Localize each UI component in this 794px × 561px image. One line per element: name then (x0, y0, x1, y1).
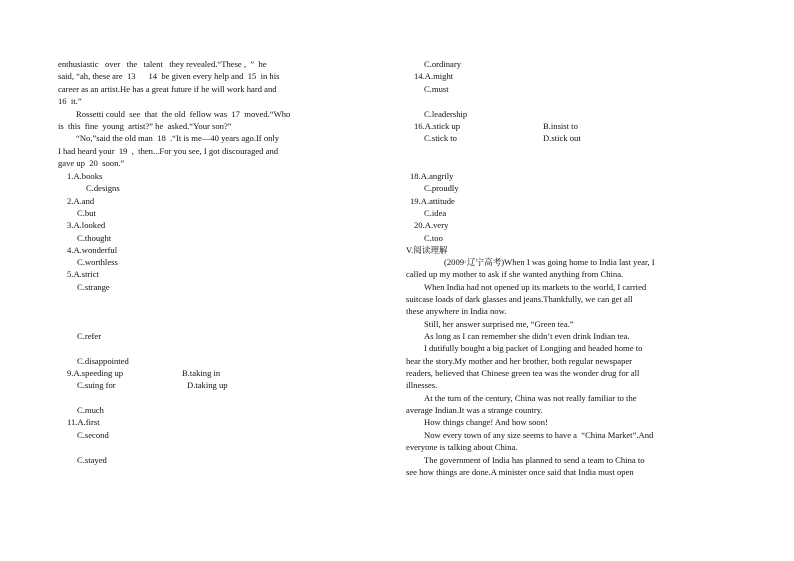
passage-line: gave up 20 soon.” (58, 158, 125, 168)
option-item: C.disappointed (77, 356, 129, 366)
passage-line: (2009·辽宁高考)When I was going home to India last year, I (444, 257, 655, 267)
passage-line: When India had not opened up its markets to the world, I carried (424, 282, 647, 292)
option-item: 19.A.attitude (410, 196, 455, 206)
option-item: B.taking in (182, 368, 221, 378)
passage-line: everyone is talking about China. (406, 442, 518, 452)
passage-line: called up my mother to ask if she wanted anything from China. (406, 269, 624, 279)
option-item: C.much (77, 405, 104, 415)
passage-line: suitcase loads of dark glasses and jeans.Thankfully, we can get all (406, 294, 633, 304)
option-item: C.idea (424, 208, 447, 218)
passage-line: career as an artist.He has a great future if he will work hard and (58, 84, 277, 94)
option-item: C.but (77, 208, 96, 218)
option-item: D.taking up (187, 380, 228, 390)
section-title: V.阅读理解 (406, 245, 448, 255)
option-item: 2.A.and (67, 196, 95, 206)
option-item: C.stayed (77, 455, 107, 465)
passage-line: hear the story.My mother and her brother, both regular newspaper (406, 356, 633, 366)
passage-line: is this fine young artist?” he asked.“Your son?” (58, 121, 232, 131)
option-item: 16.A.stick up (414, 121, 461, 131)
passage-line: The government of India has planned to send a team to China to (424, 455, 645, 465)
option-item: C.ordinary (424, 59, 461, 69)
passage-line: At the turn of the century, China was not really familiar to the (424, 393, 637, 403)
passage-line: I had heard your 19 , then...For you see, I got discouraged and (58, 146, 279, 156)
passage-line: illnesses. (406, 380, 438, 390)
passage-line: average Indian.It was a strange country. (406, 405, 543, 415)
passage-line: readers, believed that Chinese green tea was the wonder drug for all (406, 368, 640, 378)
option-item: D.stick out (543, 133, 581, 143)
option-item: 1.A.books (67, 171, 103, 181)
option-item: 11.A.first (67, 417, 100, 427)
passage-line: How things change! And how soon! (424, 417, 548, 427)
option-item: 9.A.speeding up (67, 368, 124, 378)
passage-line: these anywhere in India now. (406, 306, 507, 316)
option-item: C.must (424, 84, 449, 94)
option-item: B.insist to (543, 121, 578, 131)
passage-line: “No,”said the old man 18 .“It is me—40 years ago.If only (76, 133, 280, 143)
option-item: 18.A.angrily (410, 171, 454, 181)
option-item: C.suing for (77, 380, 116, 390)
option-item: C.too (424, 233, 443, 243)
passage-line: 16 it.” (58, 96, 82, 106)
passage-line: Still, her answer surprised me, “Green tea.” (424, 319, 574, 329)
passage-line: enthusiastic over the talent they revealed.“These , ” he (58, 59, 267, 69)
option-item: C.leadership (424, 109, 468, 119)
option-item: 5.A.strict (67, 269, 99, 279)
option-item: C.designs (86, 183, 120, 193)
option-item: 14.A.might (414, 71, 454, 81)
option-item: C.thought (77, 233, 112, 243)
option-item: C.second (77, 430, 109, 440)
passage-line: Rossetti could see that the old fellow was 17 moved.“Who (76, 109, 291, 119)
passage-line: said, “ah, these are 13 14 be given every help and 15 in his (58, 71, 280, 81)
option-item: 4.A.wonderful (67, 245, 118, 255)
passage-line: Now every town of any size seems to have a “China Market”.And (424, 430, 654, 440)
option-item: C.stick to (424, 133, 457, 143)
option-item: 20.A.very (414, 220, 449, 230)
option-item: C.strange (77, 282, 110, 292)
option-item: C.refer (77, 331, 102, 341)
passage-line: I dutifully bought a big packet of Longjing and headed home to (424, 343, 643, 353)
option-item: 3.A.looked (67, 220, 106, 230)
option-item: C.worthless (77, 257, 118, 267)
passage-line: As long as I can remember she didn’t even drink Indian tea. (424, 331, 630, 341)
passage-line: see how things are done.A minister once said that India must open (406, 467, 634, 477)
option-item: C.proudly (424, 183, 459, 193)
